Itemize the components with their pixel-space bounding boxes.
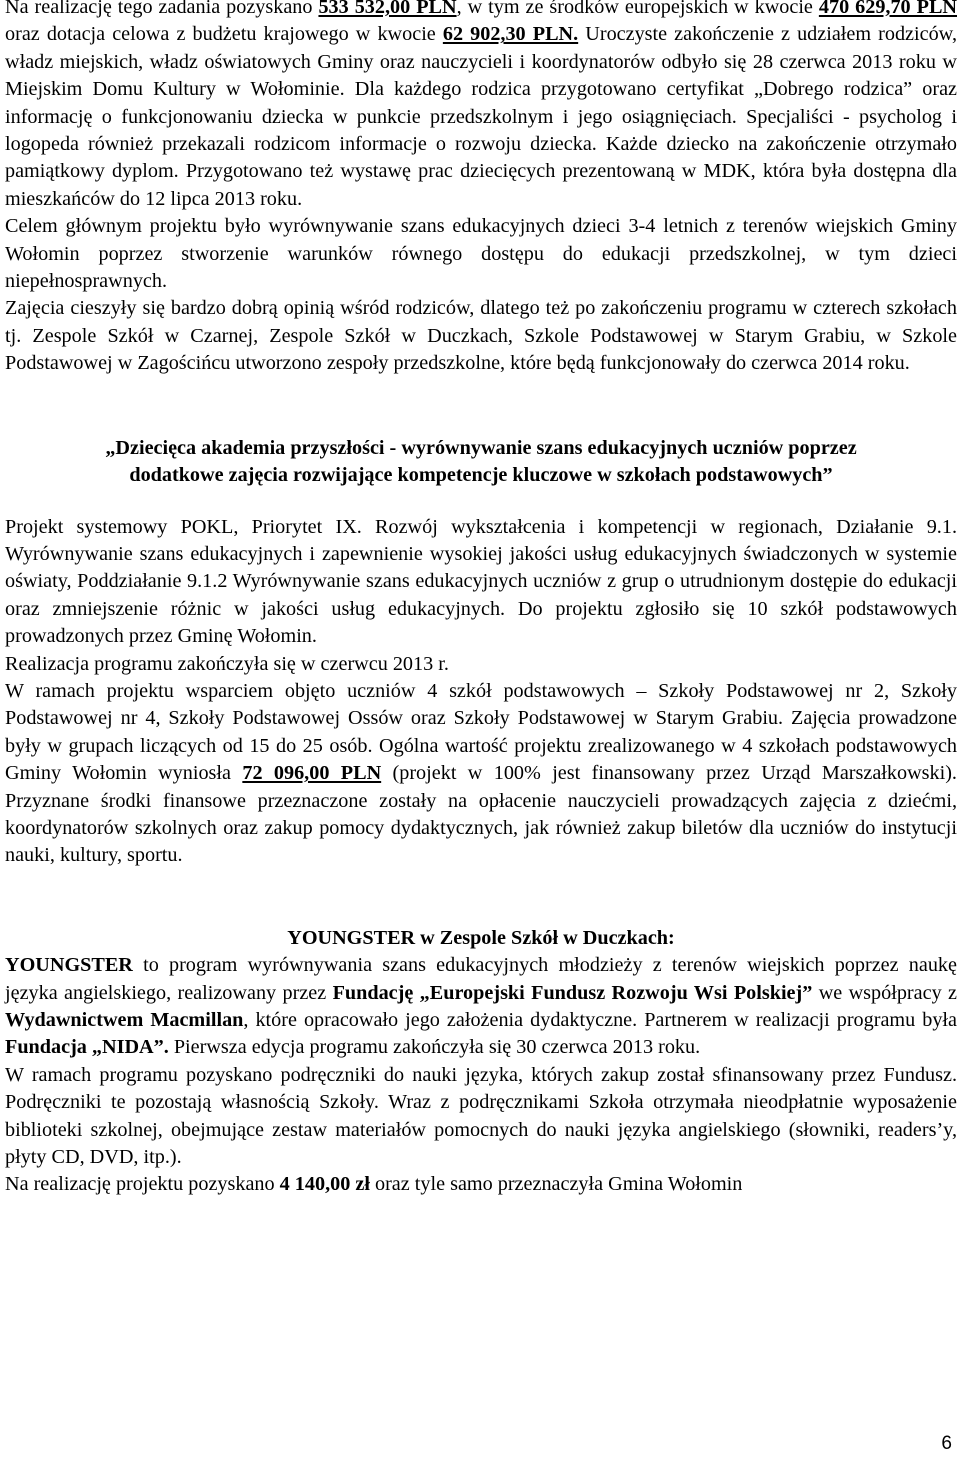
amount-project-value: 72 096,00 PLN <box>242 762 382 785</box>
amount-total: 533 532,00 PLN <box>318 0 457 18</box>
section-title-academy-line2: dodatkowe zajęcia rozwijające kompetencje kluczowe w szkołach podstawowych” <box>129 464 833 487</box>
paragraph-program-end: Realizacja programu zakończyła się w czerwcu 2013 r. <box>5 652 449 675</box>
section-title-youngster: YOUNGSTER w Zespole Szkół w Duczkach: <box>287 926 675 949</box>
text-segment: Na realizację projektu pozyskano <box>5 1173 280 1196</box>
paragraph-funding-summary <box>5 0 957 213</box>
document-page <box>5 0 957 1199</box>
text-segment: Uroczyste zakończenie z udziałem rodziców, władz miejskich, władz oświatowych Gminy oraz nauczycieli i koordynatorów odbyło się 28 czerwca 2013 roku w Miejskim Domu Kultury w Wołominie. Dla każdego rodzica przygotowano certyfikat „Dobrego rodzica” oraz informację o funkcjonowaniu dziecka w punkcie przedszkolnym i jego osiągnięciach. Specjaliści - psycholog i logopeda również przekazali rodzicom informacje o rozwoju dziecka. Każde dziecko na zakończenie otrzymało pamiątkowy dyplom. Przygotowano też wystawę prac dziecięcych prezentowaną w MDK, która była dostępna dla mieszkańców do 12 lipca 2013 roku. <box>5 23 957 210</box>
text-segment: Na realizację tego zadania pozyskano <box>5 0 319 18</box>
text-segment: oraz dotacja celowa z budżetu krajowego w kwocie <box>5 23 443 46</box>
amount-youngster: 4 140,00 zł <box>279 1173 370 1196</box>
paragraph-project-description: Projekt systemowy POKL, Priorytet IX. Rozwój wykształcenia i kompetencji w regionach, Działanie 9.1. Wyrównywanie szans edukacyjnych i zapewnienie wysokiej jakości usług edukacyjnych świadczonych w systemie oświaty, Poddziałanie 9.1.2 Wyrównywanie szans edukacyjnych uczniów z grup o utrudnionym dostępie do edukacji oraz zmniejszenie różnic w jakości usług edukacyjnych. Do projektu zgłosiło się 10 szkół podstawowych prowadzonych przez Gminę Wołomin. <box>5 515 957 648</box>
text-bold: YOUNGSTER <box>5 954 133 977</box>
spacer <box>5 490 957 514</box>
text-bold: Fundacja „NIDA”. <box>5 1036 169 1059</box>
text-segment: we współpracy z <box>812 981 957 1004</box>
section-title-academy-line1: „Dziecięca akademia przyszłości - wyrównywanie szans edukacyjnych uczniów poprzez <box>105 436 857 459</box>
page-number: 6 <box>941 1433 952 1454</box>
spacer <box>5 378 957 435</box>
paragraph-youngster-materials: W ramach programu pozyskano podręczniki do nauki języka, których zakup został sfinansowany przez Fundusz. Podręczniki te pozostają własnością Szkoły. Wraz z podręcznikami Szkoła otrzymała nieodpłatnie wyposażenie biblioteki szkolnej, obejmujące zestaw materiałów pomocnych do nauki języka angielskiego (słowniki, readers’y, płyty CD, DVD, itp.). <box>5 1063 957 1169</box>
amount-national: 62 902,30 PLN. <box>442 23 579 46</box>
text-segment: (projekt w 100% jest finansowany przez Urząd Marszałkowski). Przyznane środki finansowe przeznaczone zostały na opłacenie nauczycieli prowadzących zajęcia z dziećmi, koordynatorów szkolnych oraz zakup pomocy dydaktycznych, jak również zakup biletów dla uczniów do instytucji nauki, kultury, sportu. <box>5 762 957 867</box>
paragraph-project-goal: Celem głównym projektu było wyrównywanie szans edukacyjnych dzieci 3-4 letnich z terenów wiejskich Gminy Wołomin poprzez stworzenie warunków równego dostępu do edukacji przedszkolnej, w tym dzieci niepełnosprawnych. <box>5 215 957 293</box>
paragraph-youngster-intro <box>5 952 957 1062</box>
text-segment: Pierwsza edycja programu zakończyła się 30 czerwca 2013 roku. <box>168 1036 701 1059</box>
text-segment: W ramach projektu wsparciem objęto uczniów 4 szkół podstawowych – Szkoły Podstawowej nr 2, Szkoły Podstawowej nr 4, Szkoły Podstawowej Ossów oraz Szkoły Podstawowej w Starym Grabiu. Zajęcia prowadzone były w grupach liczących od 15 do 25 osób. Ogólna wartość projektu zrealizowanego w 4 szkołach podstawowych Gminy Wołomin wyniosła <box>5 679 957 785</box>
amount-eu: 470 629,70 PLN <box>818 0 957 18</box>
text-segment: to program wyrównywania szans edukacyjnych młodzieży z terenów wiejskich poprzez naukę języka angielskiego, realizowany przez <box>5 954 957 1004</box>
paragraph-project-support <box>5 678 957 870</box>
text-segment: oraz tyle samo przeznaczyła Gmina Wołomin <box>369 1173 743 1196</box>
text-bold: Wydawnictwem Macmillan <box>5 1009 244 1031</box>
text-bold: Fundację „Europejski Fundusz Rozwoju Wsi Polskiej” <box>332 981 813 1004</box>
paragraph-youngster-funding <box>5 1171 957 1198</box>
spacer <box>5 870 957 925</box>
text-segment: , w tym ze środków europejskich w kwocie <box>456 0 819 18</box>
text-segment: , które opracowało jego założenia dydaktyczne. Partnerem w realizacji programu była <box>243 1009 957 1031</box>
paragraph-continuation: Zajęcia cieszyły się bardzo dobrą opinią wśród rodziców, dlatego też po zakończeniu programu w czterech szkołach tj. Zespole Szkół w Czarnej, Zespole Szkół w Duczkach, Szkole Podstawowej w Starym Grabiu, w Szkole Podstawowej w Zagościńcu utworzono zespoły przedszkolne, które będą funkcjonowały do czerwca 2014 roku. <box>5 297 957 375</box>
